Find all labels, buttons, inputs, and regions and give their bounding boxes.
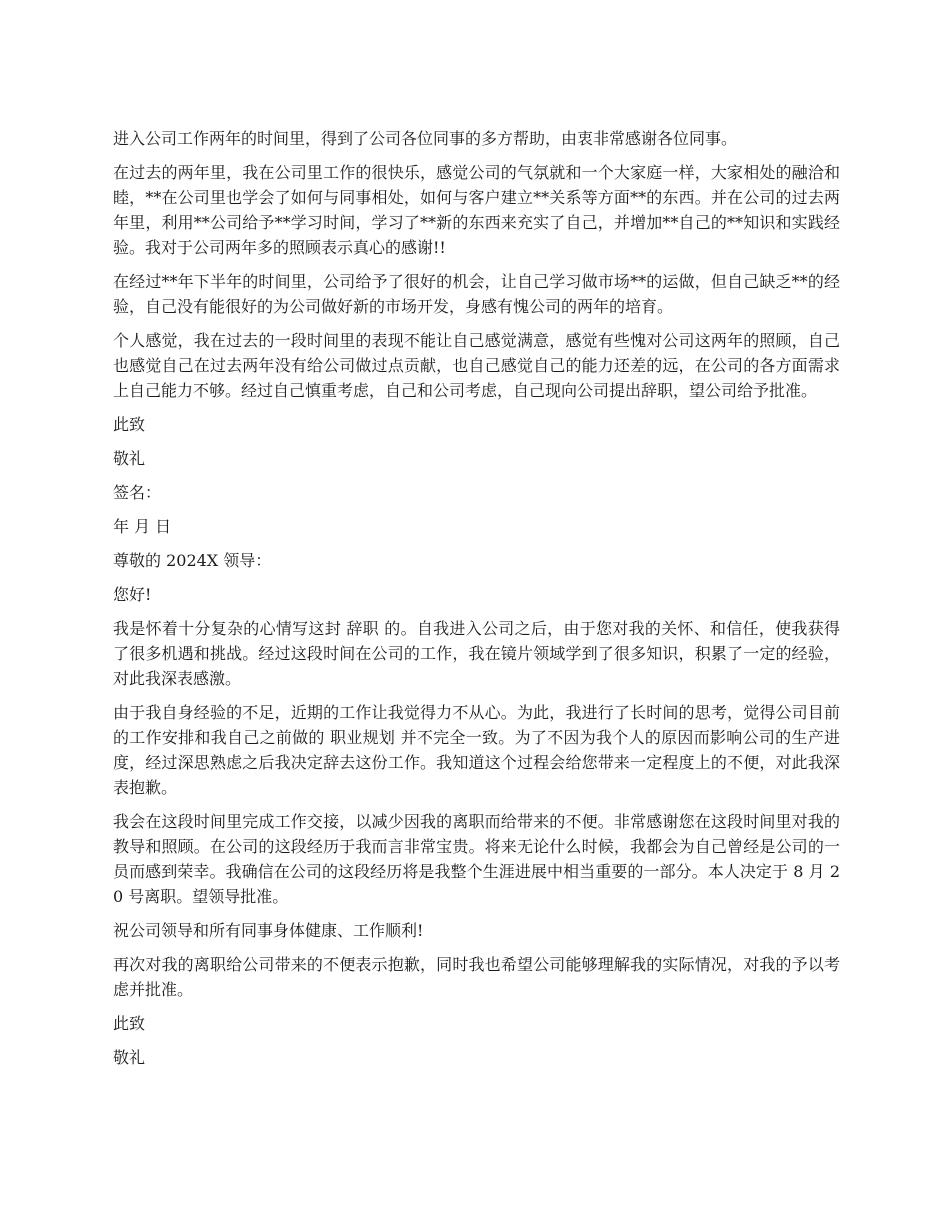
paragraph-apology: 再次对我的离职给公司带来的不便表示抱歉，同时我也希望公司能够理解我的实际情况，对我的予以考虑并批准。: [113, 955, 840, 999]
paragraph-resignation-intro: 我是怀着十分复杂的心情写这封 辞职 的。自我进入公司之后，由于您对我的关怀、和信任，使我获得了很多机遇和挑战。经过这段时间在公司的工作，我在镜片领域学到了很多知识，积累了一定的经验，对此我深表感激。: [113, 619, 840, 688]
paragraph-two-years: 在过去的两年里，我在公司里工作的很快乐，感觉公司的气氛就和一个大家庭一样，大家相处的融洽和睦，**在公司里也学会了如何与同事相处，如何与客户建立**关系等方面**的东西。并在公司的过去两年里，利用**公司给予**学习时间，学习了**新的东西来充实了自己，并增加**自己的**知识和实践经验。我对于公司两年多的照顾表示真心的感谢!!: [113, 163, 840, 257]
closing-jingli: 敬礼: [113, 449, 146, 468]
document-page: [113, 126, 840, 1079]
closing-jingli-2: 敬礼: [113, 1048, 146, 1067]
paragraph-personal-feeling: 个人感觉，我在过去的一段时间里的表现不能让自己感觉满意，感觉有些愧对公司这两年的照顾，自己也感觉自己在过去两年没有给公司做过点贡献，也自己感觉自己的能力还差的远，在公司的各方面需求上自己能力不够。经过自己慎重考虑，自己和公司考虑，自己现向公司提出辞职，望公司给予批准。: [113, 331, 840, 400]
paragraph-reason: 由于我自身经验的不足，近期的工作让我觉得力不从心。为此，我进行了长时间的思考，觉得公司目前的工作安排和我自己之前做的 职业规划 并不完全一致。为了不因为我个人的原因而影响公司的生产进度，经过深思熟虑之后我决定辞去这份工作。我知道这个过程会给您带来一定程度上的不便，对此我深表抱歉。: [113, 703, 840, 797]
closing-cizhi: 此致: [113, 415, 146, 434]
paragraph-handover: 我会在这段时间里完成工作交接，以减少因我的离职而给带来的不便。非常感谢您在这段时间里对我的教导和照顾。在公司的这段经历于我而言非常宝贵。将来无论什么时候，我都会为自己曾经是公司的一员而感到荣幸。我确信在公司的这段经历将是我整个生涯进展中相当重要的一部分。本人决定于 8 月 20 号离职。望领导批准。: [113, 812, 840, 906]
signature-line: 签名：: [113, 483, 162, 502]
closing-cizhi-2: 此致: [113, 1014, 146, 1033]
paragraph-thanks-intro: 进入公司工作两年的时间里，得到了公司各位同事的多方帮助，由衷非常感谢各位同事。: [113, 129, 738, 148]
paragraph-market-experience: 在经过**年下半年的时间里，公司给予了很好的机会，让自己学习做市场**的运做，但自己缺乏**的经验，自己没有能很好的为公司做好新的市场开发，身感有愧公司的两年的培育。: [113, 272, 840, 316]
date-line: 年 月 日: [113, 517, 172, 536]
paragraph-wishes: 祝公司领导和所有同事身体健康、工作顺利!: [113, 921, 424, 940]
salutation: 尊敬的 2024X 领导：: [113, 551, 272, 570]
greeting: 您好!: [113, 585, 152, 604]
